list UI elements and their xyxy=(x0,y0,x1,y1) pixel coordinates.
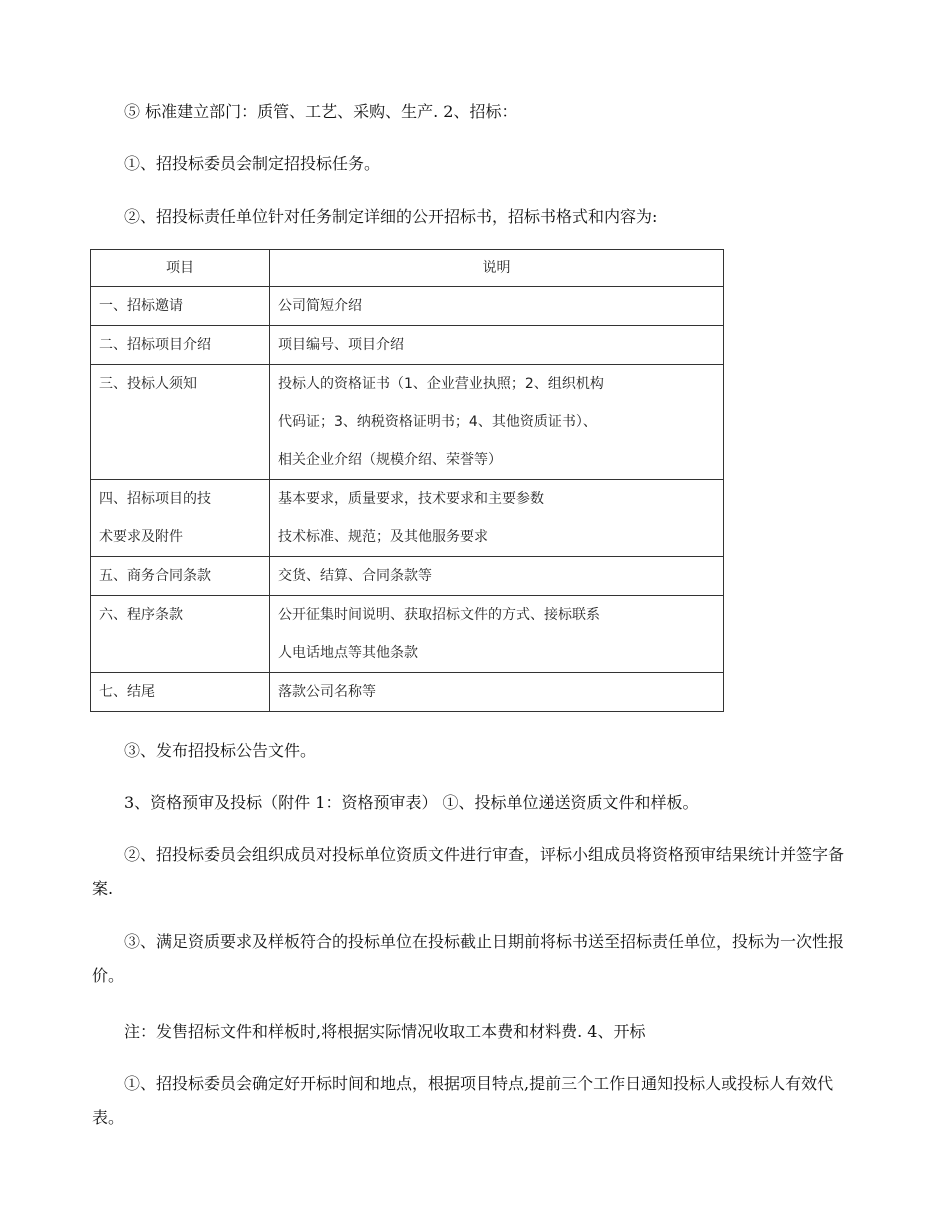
paragraph-standard-departments: ⑤ 标准建立部门：质管、工艺、采购、生产. 2、招标： xyxy=(124,102,518,121)
table-cell-item xyxy=(91,287,270,326)
cell-text: 四、招标项目的技 xyxy=(99,491,211,507)
paragraph-bid-task: ①、招投标委员会制定招投标任务。 xyxy=(124,154,381,173)
cell-text: 七、结尾 xyxy=(99,684,155,700)
table-row xyxy=(91,326,724,365)
table-row xyxy=(91,673,724,712)
cell-text: 技术标准、规范；及其他服务要求 xyxy=(278,529,488,545)
table-cell-item xyxy=(91,596,270,673)
table-header-item: 项目 xyxy=(91,250,270,287)
cell-text: 基本要求，质量要求，技术要求和主要参数 xyxy=(278,491,544,507)
cell-text: 相关企业介绍（规模介绍、荣誉等） xyxy=(278,452,502,468)
paragraph-prequalification: 3、资格预审及投标（附件 1：资格预审表） ①、投标单位递送资质文件和样板。 xyxy=(124,793,699,812)
paragraph-bid-document-format: ②、招投标责任单位针对任务制定详细的公开招标书，招标书格式和内容为: xyxy=(124,207,658,226)
table-row xyxy=(91,596,724,673)
cell-text: 投标人的资格证书（1、企业营业执照；2、组织机构 xyxy=(278,376,604,392)
table-cell-description xyxy=(270,480,724,557)
cell-text: 项目编号、项目介绍 xyxy=(278,337,404,353)
table-cell-item xyxy=(91,326,270,365)
table-cell-description xyxy=(270,326,724,365)
cell-text: 术要求及附件 xyxy=(99,529,183,545)
table-cell-item xyxy=(91,365,270,480)
table-header-description: 说明 xyxy=(270,250,724,287)
table-cell-description xyxy=(270,557,724,596)
table-cell-description xyxy=(270,596,724,673)
table-header-row xyxy=(91,250,724,287)
paragraph-publish-notice: ③、发布招投标公告文件。 xyxy=(124,741,317,760)
paragraph-bid-opening: ①、招投标委员会确定好开标时间和地点，根据项目特点,提前三个工作日通知投标人或投标人有效代表。 xyxy=(92,1074,834,1127)
paragraph-qualification-review: ②、招投标委员会组织成员对投标单位资质文件进行审查，评标小组成员将资格预审结果统计并签字备案. xyxy=(92,845,845,898)
bid-document-table xyxy=(90,249,724,712)
table-cell-description xyxy=(270,365,724,480)
table-cell-item xyxy=(91,673,270,712)
cell-text: 二、招标项目介绍 xyxy=(99,337,211,353)
cell-text: 交货、结算、合同条款等 xyxy=(278,568,432,584)
paragraph-bid-submission: ③、满足资质要求及样板符合的投标单位在投标截止日期前将标书送至招标责任单位，投标为一次性报价。 xyxy=(92,932,845,985)
paragraph-note-fees: 注：发售招标文件和样板时,将根据实际情况收取工本费和材料费. 4、开标 xyxy=(124,1022,646,1041)
cell-text: 人电话地点等其他条款 xyxy=(278,645,418,661)
table-cell-item xyxy=(91,557,270,596)
table-row xyxy=(91,365,724,480)
cell-text: 三、投标人须知 xyxy=(99,376,197,392)
table-cell-description xyxy=(270,673,724,712)
table-row xyxy=(91,557,724,596)
cell-text: 六、程序条款 xyxy=(99,607,183,623)
cell-text: 五、商务合同条款 xyxy=(99,568,211,584)
cell-text: 公开征集时间说明、获取招标文件的方式、接标联系 xyxy=(278,607,600,623)
cell-text: 公司简短介绍 xyxy=(278,298,362,314)
table-row xyxy=(91,480,724,557)
cell-text: 落款公司名称等 xyxy=(278,684,376,700)
cell-text: 代码证；3、纳税资格证明书；4、其他资质证书）、 xyxy=(278,414,597,430)
table-cell-description xyxy=(270,287,724,326)
table-cell-item xyxy=(91,480,270,557)
cell-text: 一、招标邀请 xyxy=(99,298,183,314)
table-row xyxy=(91,287,724,326)
